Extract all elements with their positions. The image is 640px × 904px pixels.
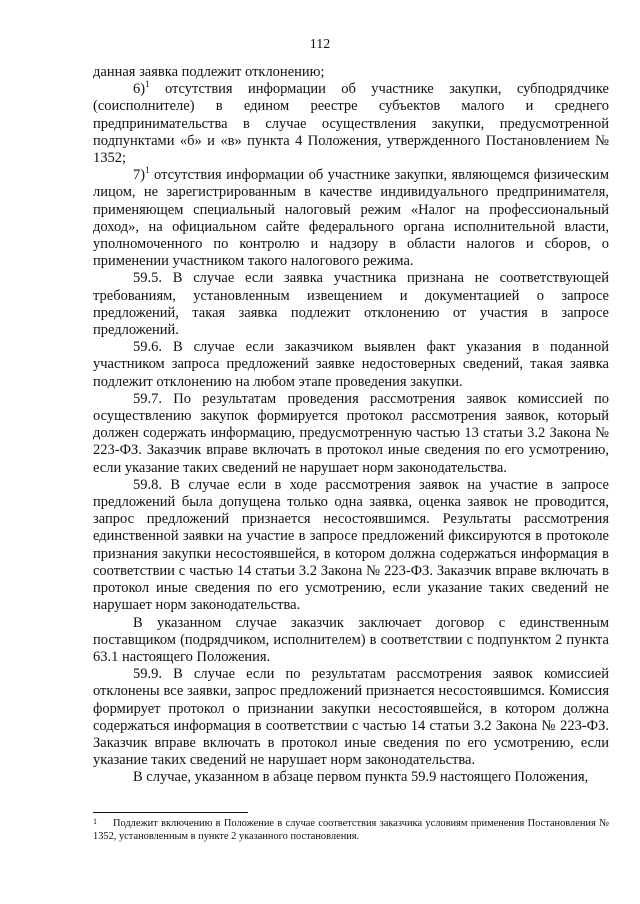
item-7-text (93, 167, 609, 269)
footnote-text: Подлежит включению в Положение в случае соответствия заказчика условиям применения Постановления № 1352, установленным в пункте 2 указанного постановления. (93, 818, 609, 842)
item-number: 7) (133, 167, 146, 184)
document-body (93, 64, 609, 787)
footnote-reference: 1 (145, 79, 150, 90)
paragraph-intro: данная заявка подлежит отклонению; (93, 64, 325, 80)
footnote-mark: 1 (93, 817, 97, 826)
paragraph-item-7 (93, 167, 609, 270)
paragraph-59-7: 59.7. По результатам проведения рассмотрения заявок комиссией по осуществлению закупок формируется протокол рассмотрения заявок, который должен содержать информацию, предусмотренную частью 13 статьи 3.2 Закона № 223-ФЗ. Заказчик вправе включать в протокол иные сведения по его усмотрению, если указание таких сведений не нарушает норм законодательства. (93, 390, 609, 476)
paragraph-59-9-continued: В случае, указанном в абзаце первом пункта 59.9 настоящего Положения, (133, 769, 589, 786)
item-6-text (93, 81, 609, 166)
footnote-separator (93, 812, 248, 813)
item-body: отсутствия информации об участнике закупки, являющемся физическим лицом, не зарегистрированным в качестве индивидуального предпринимателя, применяющем специальный налоговый режим «Налог на профессиональный доход», на официальном сайте федерального органа исполнительной власти, уполномоченного по контролю и надзору в области налогов и сборов, о применении участником такого налогового режима. (93, 167, 609, 270)
footnote (93, 817, 609, 843)
page-number: 112 (309, 37, 331, 52)
paragraph-item-6 (93, 81, 609, 167)
paragraph-59-8-contract: В указанном случае заказчик заключает договор с единственным поставщиком (подрядчиком, исполнителем) в соответствии с подпунктом 2 пункта 63.1 настоящего Положения. (93, 614, 609, 665)
paragraph-59-9: 59.9. В случае если по результатам рассмотрения заявок комиссией отклонены все заявки, запрос предложений признается несостоявшимся. Комиссия формирует протокол о признании закупки несостоявшейся, в котором должна содержаться информация в соответствии с частью 14 статьи 3.2 Закона № 223-ФЗ. Заказчик вправе включать в протокол иные сведения по его усмотрению, если указание таких сведений не нарушает норм законодательства. (93, 666, 609, 769)
item-body: отсутствия информации об участнике закупки, субподрядчике (соисполнителе) в едином реестре субъектов малого и среднего предпринимательства в случае осуществления закупки, предусмотренной подпунктами «б» и «в» пункта 4 Положения, утвержденного Постановлением № 1352; (93, 81, 609, 167)
paragraph-59-5: 59.5. В случае если заявка участника признана не соответствующей требованиям, установленным извещением и документацией о запросе предложений, такая заявка подлежит отклонению от участия в запросе предложений. (93, 270, 609, 339)
item-number: 6) (133, 81, 146, 98)
paragraph-59-8: 59.8. В случае если в ходе рассмотрения заявок на участие в запросе предложений была допущена только одна заявка, оценка заявок не проводится, запрос предложений признается несостоявшимся. Результаты рассмотрения единственной заявки на участие в запросе предложений фиксируются в протоколе признания закупки несостоявшейся, в котором должна содержаться информация в соответствии с частью 14 статьи 3.2 Закона № 223-ФЗ. Заказчик вправе включать в протокол иные сведения по его усмотрению, если указание таких сведений не нарушает норм законодательства. (93, 476, 609, 614)
paragraph-59-6: 59.6. В случае если заказчиком выявлен факт указания в поданной участником запроса предложений заявке недостоверных сведений, такая заявка подлежит отклонению на любом этапе проведения закупки. (93, 339, 609, 390)
footnote-reference: 1 (145, 165, 150, 176)
